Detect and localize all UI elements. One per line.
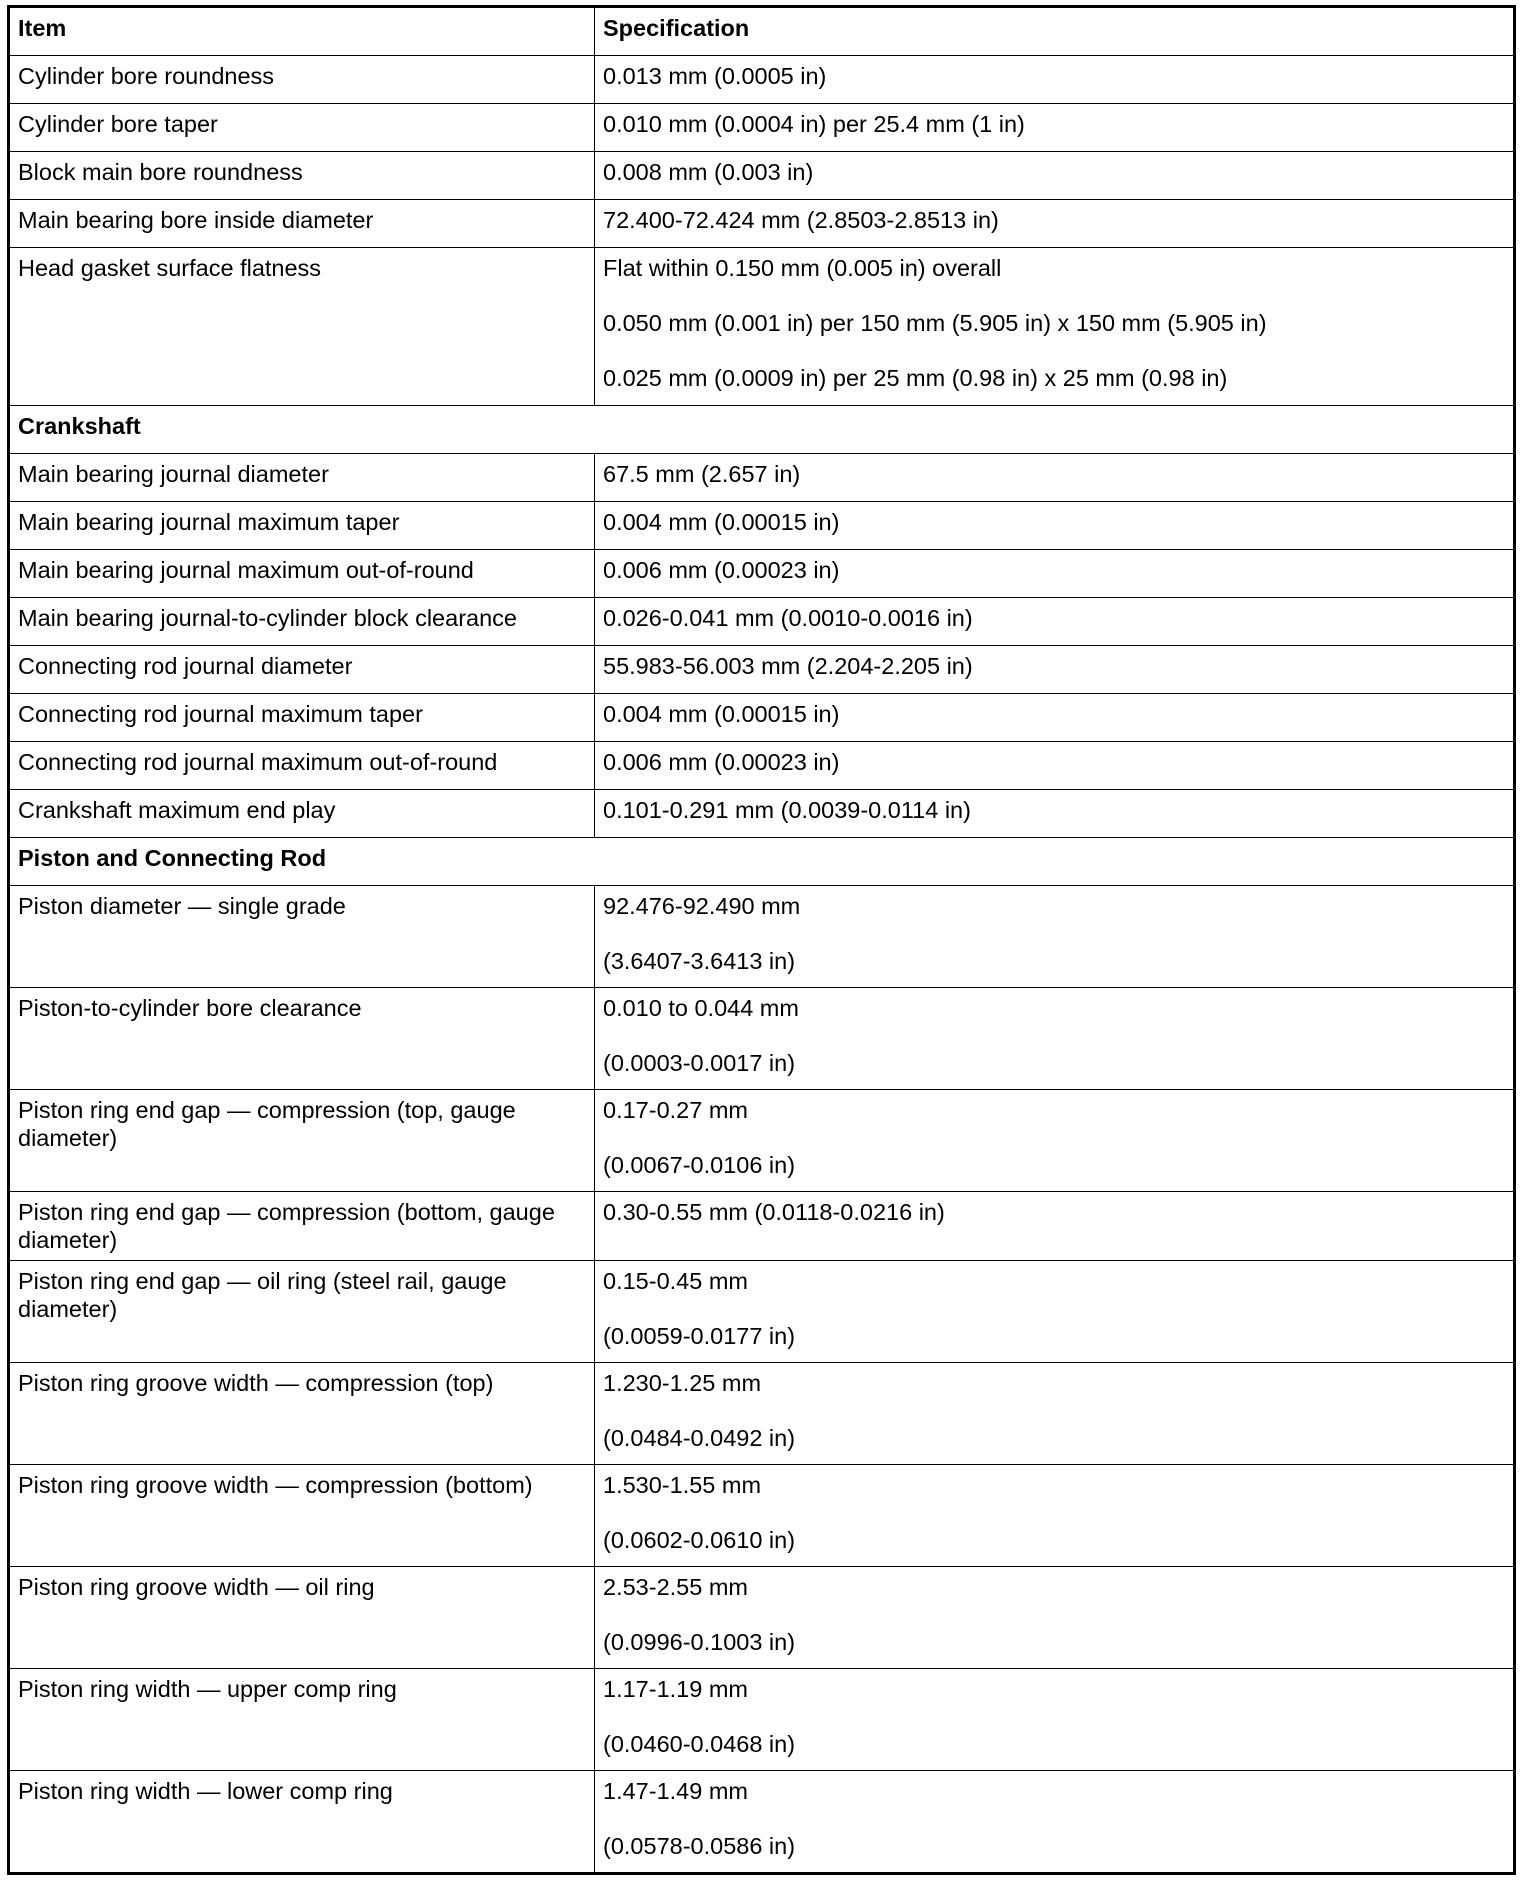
specification-value: 0.013 mm (0.0005 in) [603, 63, 827, 89]
specification-value: 0.010 to 0.044 mm [603, 995, 799, 1021]
specification-value: (3.6407-3.6413 in) [603, 948, 796, 974]
table-row [9, 1363, 1515, 1465]
item-cell: Piston ring width — lower comp ring [9, 1771, 595, 1874]
table-body [9, 56, 1515, 1874]
table-row [9, 790, 1515, 838]
specification-cell [595, 56, 1515, 104]
specification-value: 1.230-1.25 mm [603, 1370, 762, 1396]
item-cell: Piston ring end gap — oil ring (steel rail, gauge diameter) [9, 1261, 595, 1363]
table-row [9, 1192, 1515, 1261]
table-row [9, 200, 1515, 248]
specification-value: (0.0484-0.0492 in) [603, 1425, 796, 1451]
item-cell: Cylinder bore taper [9, 104, 595, 152]
table-row [9, 886, 1515, 988]
specification-value: 0.17-0.27 mm [603, 1097, 748, 1123]
item-cell: Piston ring groove width — compression (bottom) [9, 1465, 595, 1567]
specification-cell [595, 1261, 1515, 1363]
specification-cell [595, 454, 1515, 502]
specification-value: 67.5 mm (2.657 in) [603, 461, 801, 487]
specification-cell [595, 1090, 1515, 1192]
specification-value: (0.0602-0.0610 in) [603, 1527, 796, 1553]
item-cell: Piston ring groove width — compression (top) [9, 1363, 595, 1465]
specification-cell [595, 790, 1515, 838]
specification-value: 72.400-72.424 mm (2.8503-2.8513 in) [603, 207, 999, 233]
specification-cell [595, 152, 1515, 200]
table-row [9, 1771, 1515, 1874]
specification-value: 2.53-2.55 mm [603, 1574, 748, 1600]
specification-value: (0.0059-0.0177 in) [603, 1323, 796, 1349]
specification-cell [595, 646, 1515, 694]
specification-value: 0.101-0.291 mm (0.0039-0.0114 in) [603, 797, 971, 823]
specification-value: 0.004 mm (0.00015 in) [603, 509, 840, 535]
specification-value: 92.476-92.490 mm [603, 893, 801, 919]
item-cell: Main bearing journal diameter [9, 454, 595, 502]
specification-value: 0.050 mm (0.001 in) per 150 mm (5.905 in) x 150 mm (5.905 in) [603, 310, 1267, 336]
specification-value: Flat within 0.150 mm (0.005 in) overall [603, 255, 1002, 281]
specification-cell [595, 742, 1515, 790]
specification-table [7, 5, 1516, 1875]
specification-value: 55.983-56.003 mm (2.204-2.205 in) [603, 653, 973, 679]
specification-cell [595, 598, 1515, 646]
table-row [9, 502, 1515, 550]
item-cell: Connecting rod journal maximum taper [9, 694, 595, 742]
table-row [9, 248, 1515, 406]
table-row [9, 1669, 1515, 1771]
table-row [9, 1090, 1515, 1192]
specification-value: 0.30-0.55 mm (0.0118-0.0216 in) [603, 1199, 945, 1225]
section-heading: Piston and Connecting Rod [9, 838, 1515, 886]
specification-cell [595, 1465, 1515, 1567]
table-row [9, 694, 1515, 742]
header-specification: Specification [595, 7, 1515, 56]
item-cell: Crankshaft maximum end play [9, 790, 595, 838]
item-cell: Piston ring width — upper comp ring [9, 1669, 595, 1771]
item-cell: Connecting rod journal diameter [9, 646, 595, 694]
specification-cell [595, 1363, 1515, 1465]
section-row [9, 406, 1515, 454]
item-cell: Piston diameter — single grade [9, 886, 595, 988]
table-row [9, 1261, 1515, 1363]
table-row [9, 550, 1515, 598]
specification-value: 1.17-1.19 mm [603, 1676, 748, 1702]
section-row [9, 838, 1515, 886]
item-cell: Main bearing bore inside diameter [9, 200, 595, 248]
item-cell: Main bearing journal maximum taper [9, 502, 595, 550]
specification-value: (0.0996-0.1003 in) [603, 1629, 796, 1655]
specification-value: (0.0578-0.0586 in) [603, 1833, 796, 1859]
table-row [9, 56, 1515, 104]
item-cell: Piston ring end gap — compression (bottom, gauge diameter) [9, 1192, 595, 1261]
specification-cell [595, 502, 1515, 550]
table-row [9, 988, 1515, 1090]
specification-value: (0.0460-0.0468 in) [603, 1731, 796, 1757]
item-cell: Connecting rod journal maximum out-of-round [9, 742, 595, 790]
specification-cell [595, 1669, 1515, 1771]
table-row [9, 454, 1515, 502]
specification-cell [595, 550, 1515, 598]
specification-value: 0.008 mm (0.003 in) [603, 159, 814, 185]
item-cell: Piston ring groove width — oil ring [9, 1567, 595, 1669]
specification-value: 0.006 mm (0.00023 in) [603, 557, 840, 583]
specification-cell [595, 1771, 1515, 1874]
specification-cell [595, 1192, 1515, 1261]
table-row [9, 646, 1515, 694]
specification-value: 0.026-0.041 mm (0.0010-0.0016 in) [603, 605, 973, 631]
item-cell: Cylinder bore roundness [9, 56, 595, 104]
table-row [9, 104, 1515, 152]
table-row [9, 598, 1515, 646]
table-row [9, 1465, 1515, 1567]
specification-value: 1.47-1.49 mm [603, 1778, 748, 1804]
specification-cell [595, 988, 1515, 1090]
specification-cell [595, 248, 1515, 406]
section-heading: Crankshaft [9, 406, 1515, 454]
specification-value: 0.15-0.45 mm [603, 1268, 748, 1294]
specification-cell [595, 104, 1515, 152]
specification-value: 0.025 mm (0.0009 in) per 25 mm (0.98 in) x 25 mm (0.98 in) [603, 365, 1228, 391]
item-cell: Main bearing journal-to-cylinder block clearance [9, 598, 595, 646]
table-row [9, 1567, 1515, 1669]
table-row [9, 742, 1515, 790]
specification-value: 0.010 mm (0.0004 in) per 25.4 mm (1 in) [603, 111, 1025, 137]
item-cell: Piston-to-cylinder bore clearance [9, 988, 595, 1090]
item-cell: Head gasket surface flatness [9, 248, 595, 406]
specification-value: 0.006 mm (0.00023 in) [603, 749, 840, 775]
specification-cell [595, 1567, 1515, 1669]
specification-cell [595, 200, 1515, 248]
specification-value: 0.004 mm (0.00015 in) [603, 701, 840, 727]
specification-value: (0.0067-0.0106 in) [603, 1152, 796, 1178]
item-cell: Main bearing journal maximum out-of-round [9, 550, 595, 598]
specification-value: 1.530-1.55 mm [603, 1472, 762, 1498]
header-row [9, 7, 1515, 56]
item-cell: Piston ring end gap — compression (top, gauge diameter) [9, 1090, 595, 1192]
specification-value: (0.0003-0.0017 in) [603, 1050, 796, 1076]
table-row [9, 152, 1515, 200]
specification-cell [595, 694, 1515, 742]
item-cell: Block main bore roundness [9, 152, 595, 200]
specification-cell [595, 886, 1515, 988]
header-item: Item [9, 7, 595, 56]
